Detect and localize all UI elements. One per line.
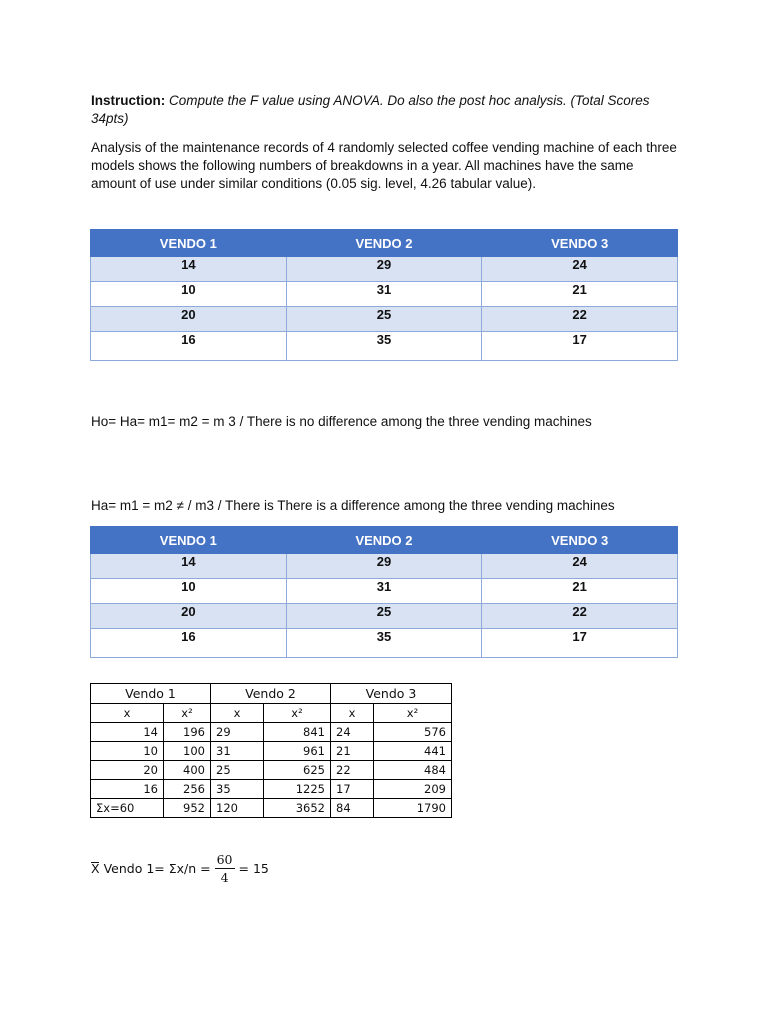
table-row bbox=[91, 742, 452, 761]
table-cell: 16 bbox=[91, 780, 164, 799]
table-cell: 3652 bbox=[264, 799, 331, 818]
table-cell: 24 bbox=[482, 554, 678, 579]
subheader-row bbox=[91, 704, 452, 723]
group-vendo-1: Vendo 1 bbox=[91, 684, 211, 704]
header-vendo-1: VENDO 1 bbox=[91, 527, 287, 554]
alternative-hypothesis: Ha= m1 = m2 ≠ / m3 / There is There is a difference among the three vending machines bbox=[91, 498, 615, 513]
table-cell: 209 bbox=[374, 780, 452, 799]
table-cell: 10 bbox=[91, 742, 164, 761]
null-hypothesis: Ho= Ha= m1= m2 = m 3 / There is no difference among the three vending machines bbox=[91, 414, 592, 429]
subheader-x: x bbox=[211, 704, 264, 723]
fraction-numerator: 60 bbox=[216, 851, 233, 867]
table-row bbox=[91, 282, 678, 307]
table-cell: 10 bbox=[91, 579, 287, 604]
header-vendo-3: VENDO 3 bbox=[482, 527, 678, 554]
table-row bbox=[91, 579, 678, 604]
vending-data-table-repeat bbox=[90, 526, 678, 658]
table-cell: 21 bbox=[482, 579, 678, 604]
formula-label: Vendo 1= Σx/n = bbox=[103, 860, 211, 876]
vending-data-table bbox=[90, 229, 678, 361]
table-cell: 441 bbox=[374, 742, 452, 761]
table-cell: 31 bbox=[286, 282, 482, 307]
subheader-x: x bbox=[91, 704, 164, 723]
table-cell: 1225 bbox=[264, 780, 331, 799]
table-cell: 20 bbox=[91, 604, 287, 629]
table-cell: 625 bbox=[264, 761, 331, 780]
table-cell: 196 bbox=[164, 723, 211, 742]
table-cell: 17 bbox=[482, 332, 678, 361]
table-cell: 22 bbox=[482, 307, 678, 332]
table-cell: 484 bbox=[374, 761, 452, 780]
table-cell: 29 bbox=[286, 554, 482, 579]
table-cell: 24 bbox=[482, 257, 678, 282]
table-row bbox=[91, 629, 678, 658]
table-cell: 22 bbox=[482, 604, 678, 629]
table-row bbox=[91, 604, 678, 629]
subheader-x-squared: x² bbox=[264, 704, 331, 723]
header-vendo-2: VENDO 2 bbox=[286, 230, 482, 257]
table-cell: 841 bbox=[264, 723, 331, 742]
fraction-denominator: 4 bbox=[220, 869, 229, 885]
table-cell: 17 bbox=[482, 629, 678, 658]
table-cell: 35 bbox=[286, 629, 482, 658]
table-cell: 21 bbox=[331, 742, 374, 761]
mean-formula bbox=[91, 848, 269, 888]
table-row bbox=[91, 780, 452, 799]
table-row bbox=[91, 257, 678, 282]
problem-paragraph: Analysis of the maintenance records of 4 randomly selected coffee vending machine of each three models shows the following numbers of breakdowns in a year. All machines have the same amount of use under similar conditions (0.05 sig. level, 4.26 tabular value). bbox=[91, 140, 677, 191]
x-bar-symbol: X bbox=[91, 860, 100, 876]
computation-table bbox=[90, 683, 452, 818]
table-cell: 84 bbox=[331, 799, 374, 818]
table-header-row bbox=[91, 230, 678, 257]
table-cell: 120 bbox=[211, 799, 264, 818]
instruction-text: Compute the F value using ANOVA. Do also the post hoc analysis. (Total Scores 34pts) bbox=[91, 93, 650, 126]
table-cell: 10 bbox=[91, 282, 287, 307]
table-header-row bbox=[91, 527, 678, 554]
table-cell: 25 bbox=[211, 761, 264, 780]
table-cell: 22 bbox=[331, 761, 374, 780]
table-cell: 256 bbox=[164, 780, 211, 799]
table-row bbox=[91, 332, 678, 361]
table-cell: 14 bbox=[91, 723, 164, 742]
subheader-x-squared: x² bbox=[374, 704, 452, 723]
header-vendo-3: VENDO 3 bbox=[482, 230, 678, 257]
table-cell: 25 bbox=[286, 604, 482, 629]
table-cell: 14 bbox=[91, 554, 287, 579]
table-cell: 100 bbox=[164, 742, 211, 761]
table-cell: 25 bbox=[286, 307, 482, 332]
table-cell: 952 bbox=[164, 799, 211, 818]
table-cell: 576 bbox=[374, 723, 452, 742]
header-vendo-2: VENDO 2 bbox=[286, 527, 482, 554]
group-vendo-3: Vendo 3 bbox=[331, 684, 452, 704]
table-cell: 31 bbox=[286, 579, 482, 604]
table-cell: 29 bbox=[286, 257, 482, 282]
table-cell: 20 bbox=[91, 761, 164, 780]
table-cell: 31 bbox=[211, 742, 264, 761]
table-row bbox=[91, 307, 678, 332]
table-cell: 21 bbox=[482, 282, 678, 307]
table-cell: 35 bbox=[211, 780, 264, 799]
table-row bbox=[91, 554, 678, 579]
totals-row bbox=[91, 799, 452, 818]
table-cell: 29 bbox=[211, 723, 264, 742]
table-cell: Σx=60 bbox=[91, 799, 164, 818]
subheader-x: x bbox=[331, 704, 374, 723]
subheader-x-squared: x² bbox=[164, 704, 211, 723]
header-vendo-1: VENDO 1 bbox=[91, 230, 287, 257]
group-header-row bbox=[91, 684, 452, 704]
table-cell: 35 bbox=[286, 332, 482, 361]
formula-result: = 15 bbox=[238, 860, 269, 876]
table-cell: 400 bbox=[164, 761, 211, 780]
instruction-paragraph bbox=[91, 92, 681, 128]
table-cell: 16 bbox=[91, 332, 287, 361]
table-row bbox=[91, 761, 452, 780]
group-vendo-2: Vendo 2 bbox=[211, 684, 331, 704]
table-cell: 14 bbox=[91, 257, 287, 282]
table-cell: 17 bbox=[331, 780, 374, 799]
table-cell: 16 bbox=[91, 629, 287, 658]
table-cell: 961 bbox=[264, 742, 331, 761]
instruction-label: Instruction: bbox=[91, 93, 166, 108]
table-row bbox=[91, 723, 452, 742]
table-cell: 24 bbox=[331, 723, 374, 742]
fraction bbox=[215, 852, 235, 885]
table-cell: 1790 bbox=[374, 799, 452, 818]
table-cell: 20 bbox=[91, 307, 287, 332]
